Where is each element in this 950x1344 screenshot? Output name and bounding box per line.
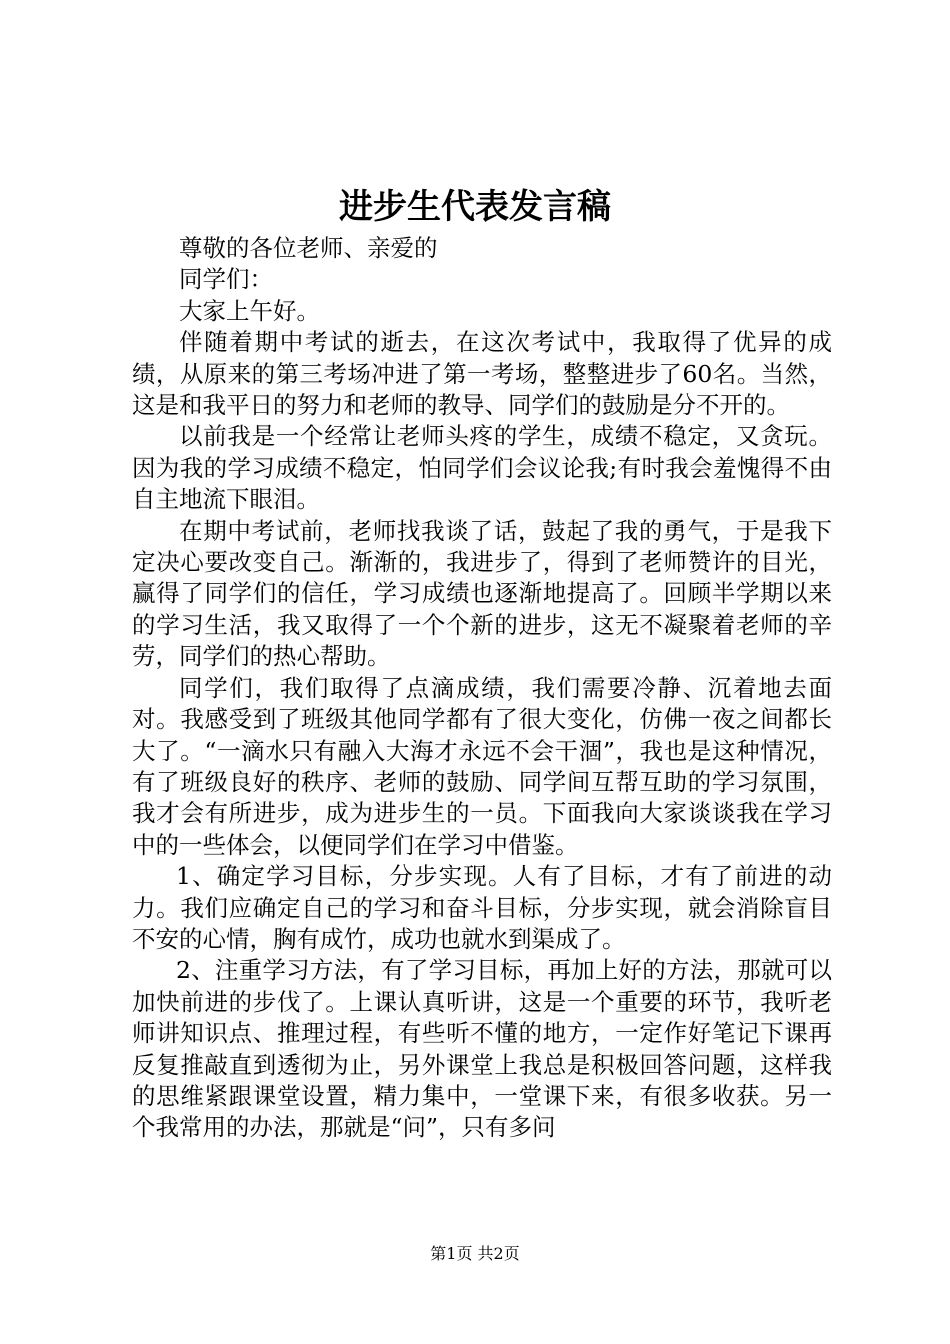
greeting-line: 大家上午好。 xyxy=(179,296,320,325)
numbered-point: 1、确定学习目标，分步实现。人有了目标，才有了前进的动力。我们应确定自己的学习和奋斗目标，分步实现，就会消除盲目不安的心情，胸有成竹，成功也就水到渠成了。 xyxy=(132,862,832,953)
document-title: 进步生代表发言稿 xyxy=(339,187,611,227)
paragraph: 同学们，我们取得了点滴成绩，我们需要冷静、沉着地去面对。我感受到了班级其他同学都有了很大变化，仿佛一夜之间都长大了。“一滴水只有融入大海才永远不会干涸”，我也是这种情况，有了班级良好的秩序、老师的鼓励、同学间互帮互助的学习氛围，我才会有所进步，成为进步生的一员。下面我向大家谈谈我在学习中的一些体会，以便同学们在学习中借鉴。 xyxy=(132,673,832,859)
greeting-line: 同学们： xyxy=(179,265,273,294)
page-footer: 第1页 共2页 xyxy=(430,1244,520,1263)
greeting-line: 尊敬的各位老师、亲爱的 xyxy=(179,234,438,262)
paragraph: 在期中考试前，老师找我谈了话，鼓起了我的勇气，于是我下定决心要改变自己。渐渐的，我进步了，得到了老师赞许的目光，赢得了同学们的信任，学习成绩也逐渐地提高了。回顾半学期以来的学习生活，我又取得了一个个新的进步，这无不凝聚着老师的辛劳，同学们的热心帮助。 xyxy=(132,516,832,671)
paragraph: 伴随着期中考试的逝去，在这次考试中，我取得了优异的成绩，从原来的第三考场冲进了第一考场，整整进步了60名。当然，这是和我平日的努力和老师的教导、同学们的鼓励是分不开的。 xyxy=(132,328,832,420)
numbered-point: 2、注重学习方法，有了学习目标，再加上好的方法，那就可以加快前进的步伐了。上课认真听讲，这是一个重要的环节，我听老师讲知识点、推理过程，有些听不懂的地方，一定作好笔记下课再反复推敲直到透彻为止，另外课堂上我总是积极回答问题，这样我的思维紧跟课堂设置，精力集中，一堂课下来，有很多收获。另一个我常用的办法，那就是“问”，只有多问 xyxy=(132,956,832,1142)
document-body xyxy=(132,233,832,1144)
paragraph: 以前我是一个经常让老师头疼的学生，成绩不稳定，又贪玩。因为我的学习成绩不稳定，怕同学们会议论我;有时我会羞愧得不由自主地流下眼泪。 xyxy=(132,422,832,514)
